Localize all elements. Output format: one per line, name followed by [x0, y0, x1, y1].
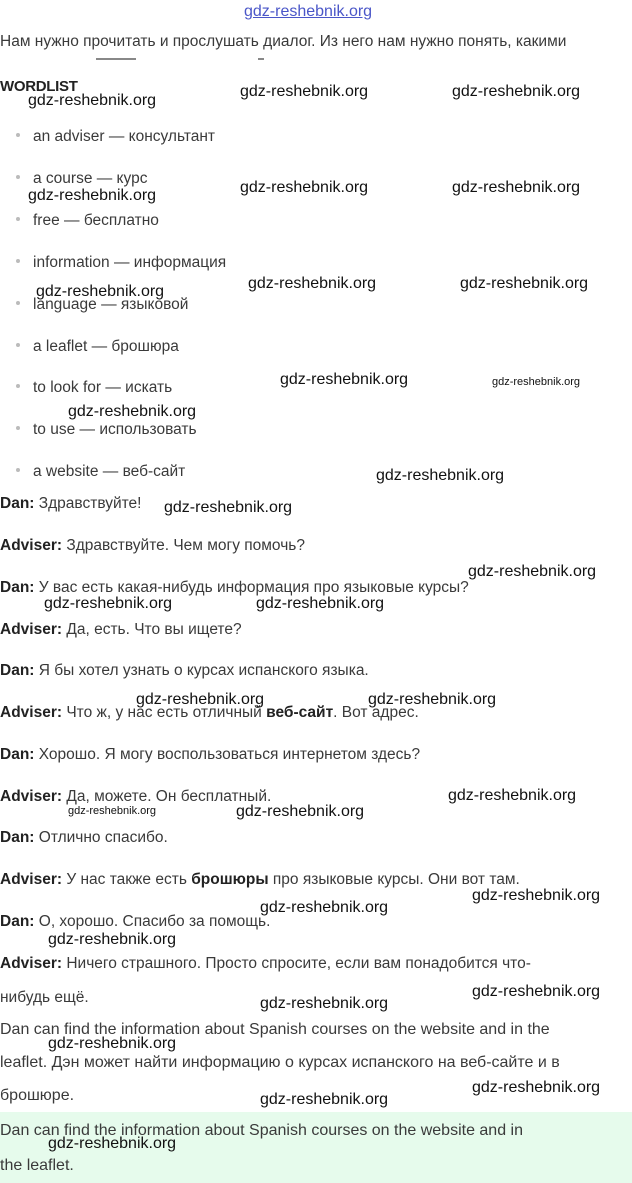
- dialog-line: Dan: Отлично спасибо.: [0, 829, 168, 846]
- answer-line: the leaflet.: [0, 1157, 74, 1174]
- speaker-name: Adviser:: [0, 788, 63, 805]
- list-item: to look for — искать: [16, 379, 172, 397]
- wordlist-title: WORDLIST: [0, 78, 78, 95]
- watermark-text: gdz-reshebnik.org: [236, 803, 365, 820]
- list-item: information — информация: [16, 254, 226, 272]
- list-item: a course — курс: [16, 170, 147, 188]
- bullet-icon: [16, 175, 20, 179]
- summary-line: leaflet. Дэн может найти информацию о курсах испанского на веб-сайте и в: [0, 1054, 560, 1071]
- speaker-name: Dan:: [0, 746, 35, 763]
- list-item: language — языковой: [16, 296, 188, 314]
- watermark-text: gdz-reshebnik.org: [68, 403, 197, 420]
- bullet-icon: [16, 217, 20, 221]
- list-item: to use — использовать: [16, 421, 197, 439]
- dialog-line: Adviser: Здравствуйте. Чем могу помочь?: [0, 537, 305, 554]
- speaker-name: Dan:: [0, 829, 35, 846]
- speaker-name: Adviser:: [0, 621, 63, 638]
- watermark-text: gdz-reshebnik.org: [472, 887, 601, 904]
- highlight-word: брошюры: [191, 871, 269, 888]
- bullet-icon: [16, 133, 20, 137]
- watermark-text: gdz-reshebnik.org: [136, 691, 265, 708]
- watermark-text: gdz-reshebnik.org: [28, 187, 157, 204]
- watermark-text: gdz-reshebnik.org: [492, 376, 581, 388]
- list-item: a leaflet — брошюра: [16, 338, 179, 356]
- list-item: a website — веб-сайт: [16, 463, 185, 481]
- watermark-text: gdz-reshebnik.org: [376, 467, 505, 484]
- watermark-text: gdz-reshebnik.org: [468, 563, 597, 580]
- watermark-text: gdz-reshebnik.org: [240, 179, 369, 196]
- watermark-text: gdz-reshebnik.org: [44, 595, 173, 612]
- watermark-text: gdz-reshebnik.org: [256, 595, 385, 612]
- watermark-text: gdz-reshebnik.org: [68, 805, 157, 817]
- speaker-name: Adviser:: [0, 955, 63, 972]
- bullet-icon: [16, 259, 20, 263]
- speaker-name: Dan:: [0, 579, 35, 596]
- dialog-line-continuation: нибудь ещё.: [0, 989, 89, 1006]
- watermark-link[interactable]: gdz-reshebnik.org: [244, 3, 373, 20]
- dialog-line: Adviser: Да, можете. Он бесплатный.: [0, 788, 272, 805]
- intro-text: Нам нужно прочитать и прослушать диалог. Из него нам нужно понять, какими: [0, 33, 567, 50]
- dialog-line: Adviser: Ничего страшного. Просто спросите, если вам понадобится что-: [0, 955, 531, 972]
- watermark-text: gdz-reshebnik.org: [472, 1079, 601, 1096]
- watermark-text: gdz-reshebnik.org: [48, 931, 177, 948]
- bullet-icon: [16, 343, 20, 347]
- watermark-text: gdz-reshebnik.org: [248, 275, 377, 292]
- list-item: free — бесплатно: [16, 212, 159, 230]
- dialog-line: Dan: О, хорошо. Спасибо за помощь.: [0, 913, 271, 930]
- watermark-text: gdz-reshebnik.org: [48, 1135, 177, 1152]
- summary-line: Dan can find the information about Spanish courses on the website and in the: [0, 1021, 550, 1038]
- watermark-text: gdz-reshebnik.org: [448, 787, 577, 804]
- speaker-name: Adviser:: [0, 537, 63, 554]
- watermark-text: gdz-reshebnik.org: [28, 92, 157, 109]
- watermark-text: gdz-reshebnik.org: [48, 1035, 177, 1052]
- speaker-name: Dan:: [0, 913, 35, 930]
- dialog-line: Adviser: Да, есть. Что вы ищете?: [0, 621, 242, 638]
- dialog-line: Dan: Хорошо. Я могу воспользоваться интернетом здесь?: [0, 746, 421, 763]
- clipped-text-line: [0, 56, 632, 68]
- list-item: an adviser — консультант: [16, 128, 215, 146]
- dialog-line: Dan: Я бы хотел узнать о курсах испанского языка.: [0, 662, 369, 679]
- bullet-icon: [16, 301, 20, 305]
- speaker-name: Dan:: [0, 495, 35, 512]
- watermark-text: gdz-reshebnik.org: [460, 275, 589, 292]
- dialog-line: Adviser: У нас также есть брошюры про языковые курсы. Они вот там.: [0, 871, 520, 888]
- watermark-text: gdz-reshebnik.org: [368, 691, 497, 708]
- watermark-text: gdz-reshebnik.org: [472, 983, 601, 1000]
- watermark-text: gdz-reshebnik.org: [260, 899, 389, 916]
- bullet-icon: [16, 426, 20, 430]
- bullet-icon: [16, 468, 20, 472]
- watermark-text: gdz-reshebnik.org: [452, 179, 581, 196]
- dialog-line: Adviser: Что ж, у нас есть отличный веб-сайт. Вот адрес.: [0, 704, 419, 721]
- speaker-name: Adviser:: [0, 871, 63, 888]
- speaker-name: Adviser:: [0, 704, 63, 721]
- answer-line: Dan can find the information about Spanish courses on the website and in: [0, 1122, 523, 1139]
- summary-line: брошюре.: [0, 1087, 75, 1104]
- dialog-line: Dan: Здравствуйте!: [0, 495, 142, 512]
- watermark-text: gdz-reshebnik.org: [36, 283, 165, 300]
- watermark-text: gdz-reshebnik.org: [280, 371, 409, 388]
- watermark-text: gdz-reshebnik.org: [260, 1091, 389, 1108]
- speaker-name: Dan:: [0, 662, 35, 679]
- highlight-word: веб-сайт: [266, 704, 334, 721]
- watermark-text: gdz-reshebnik.org: [452, 83, 581, 100]
- watermark-text: gdz-reshebnik.org: [240, 83, 369, 100]
- watermark-text: gdz-reshebnik.org: [164, 499, 293, 516]
- dialog-line: Dan: У вас есть какая-нибудь информация про языковые курсы?: [0, 579, 469, 596]
- bullet-icon: [16, 384, 20, 388]
- watermark-text: gdz-reshebnik.org: [260, 995, 389, 1012]
